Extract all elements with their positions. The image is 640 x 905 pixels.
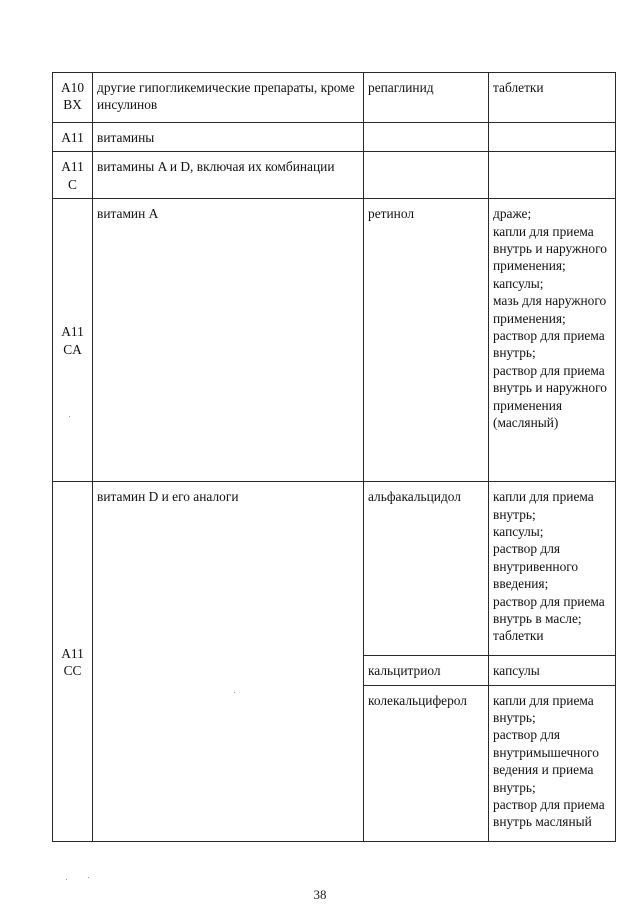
table-row xyxy=(53,123,616,152)
group-name-cell: витамин D и его аналоги xyxy=(93,482,364,841)
dosage-form: капли для приема внутрь; xyxy=(493,692,594,726)
dosage-form-cell xyxy=(489,685,616,841)
atc-code-line: A11 xyxy=(61,159,84,175)
substance-cell: кальцитриол xyxy=(364,656,489,685)
dosage-form: капсулы xyxy=(493,663,540,679)
group-name-cell: другие гипогликемические препараты, кроме инсулинов xyxy=(93,73,364,123)
group-name-cell: витамин A xyxy=(93,199,364,482)
dosage-form-cell xyxy=(489,482,616,656)
dosage-form-cell xyxy=(489,199,616,482)
table-row xyxy=(53,73,616,123)
substance-cell xyxy=(364,152,489,199)
dosage-form: капли для приема внутрь и наружного применения; xyxy=(493,223,607,274)
dosage-form: раствор для приема внутрь масляный xyxy=(493,797,605,830)
dosage-form: таблетки xyxy=(493,80,544,95)
atc-code-line: CA xyxy=(63,341,82,357)
dosage-form: раствор для приема внутрь; xyxy=(493,328,605,361)
dosage-form: капли для приема внутрь; xyxy=(493,489,594,522)
table-row xyxy=(53,199,616,482)
dosage-form: таблетки xyxy=(493,628,544,644)
atc-code-line: A11 xyxy=(61,324,84,340)
dosage-form: драже; xyxy=(493,206,532,222)
table-row xyxy=(53,482,616,656)
dosage-form: раствор для внутримышечного ведения и приема внутрь; xyxy=(493,727,599,795)
atc-code-cell xyxy=(53,123,93,152)
substance-cell: колекальциферол xyxy=(364,685,489,841)
scan-speck xyxy=(234,692,235,693)
substance-cell: репаглинид xyxy=(364,73,489,123)
dosage-form: капсулы; xyxy=(493,524,544,540)
page-number: 38 xyxy=(313,887,327,902)
dosage-form: раствор для приема внутрь и наружного применения (масляный) xyxy=(493,362,607,431)
atc-code-cell xyxy=(53,199,93,482)
dosage-form-cell xyxy=(489,152,616,199)
substance-cell xyxy=(364,123,489,152)
atc-code-cell xyxy=(53,482,93,841)
dosage-form: раствор для приема внутрь в масле; xyxy=(493,593,605,627)
atc-code-line: A11 xyxy=(61,130,84,145)
drug-classification-table xyxy=(52,72,616,842)
dosage-form-cell xyxy=(489,73,616,123)
table-row xyxy=(53,152,616,199)
group-name-cell: витамины A и D, включая их комбинации xyxy=(93,152,364,199)
group-name-cell: витамины xyxy=(93,123,364,152)
substance-cell: альфакальцидол xyxy=(364,482,489,656)
atc-code-line: A11 xyxy=(61,645,84,661)
dosage-form: капсулы; xyxy=(493,275,544,291)
scan-speck xyxy=(66,879,67,880)
atc-code-line: BX xyxy=(63,97,82,113)
dosage-form: раствор для внутривенного введения; xyxy=(493,541,579,592)
atc-code-cell xyxy=(53,73,93,123)
scan-speck xyxy=(88,877,89,878)
atc-code-line: CC xyxy=(63,662,82,678)
atc-code-line: C xyxy=(68,176,77,192)
dosage-form-cell xyxy=(489,123,616,152)
atc-code-line: A10 xyxy=(60,80,85,95)
atc-code-cell xyxy=(53,152,93,199)
dosage-form-cell xyxy=(489,656,616,685)
dosage-form: мазь для наружного применения; xyxy=(493,293,607,326)
substance-cell: ретинол xyxy=(364,199,489,482)
scan-speck xyxy=(69,416,70,417)
